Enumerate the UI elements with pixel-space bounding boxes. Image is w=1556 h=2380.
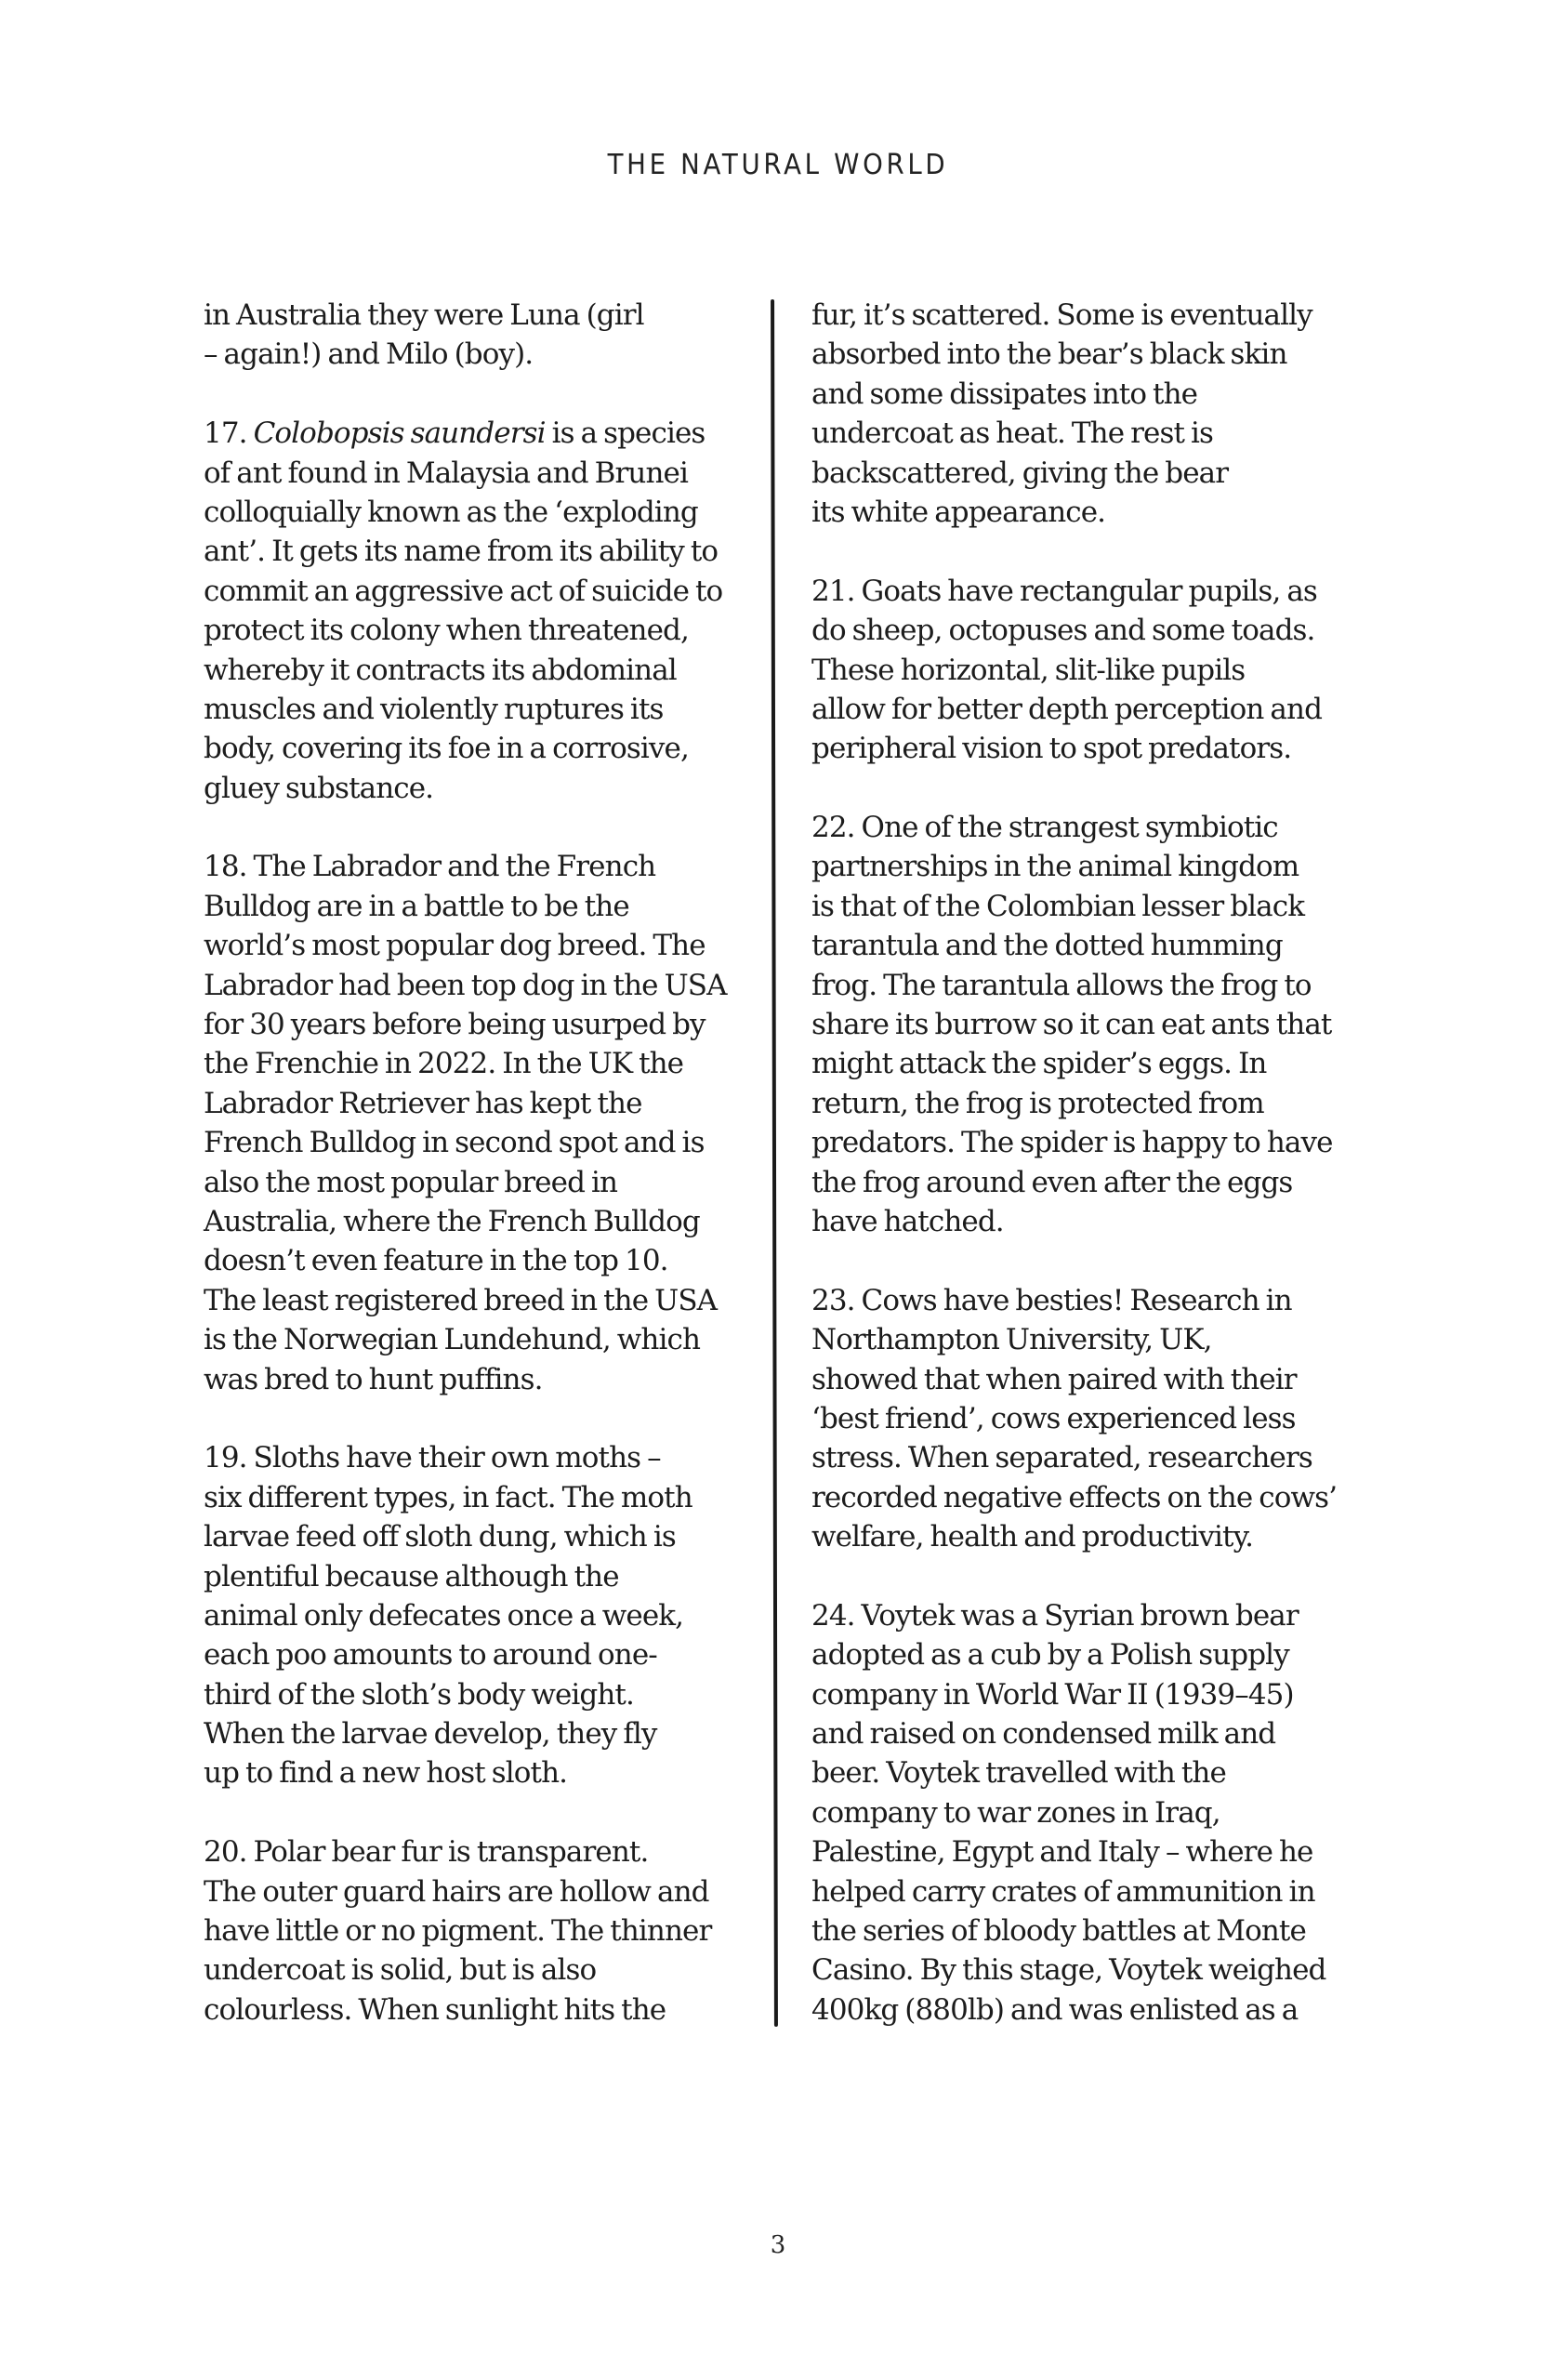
text-line: and raised on condensed milk and (811, 1717, 1276, 1752)
fact-20 (204, 1832, 761, 2030)
paragraph-continued-16 (204, 296, 761, 375)
text-line: world’s most popular dog breed. The (204, 929, 705, 963)
text-line: company to war zones in Iraq, (811, 1795, 1220, 1830)
text-line: 18. The Labrador and the French (204, 850, 656, 884)
text-line: helped carry crates of ammunition in (811, 1874, 1315, 1909)
text-line: company in World War II (1939–45) (811, 1677, 1294, 1712)
text-line: commit an aggressive act of suicide to (204, 574, 723, 608)
fact-24 (811, 1596, 1369, 2030)
text-line: Palestine, Egypt and Italy – where he (811, 1835, 1313, 1870)
text-line: whereby it contracts its abdominal (204, 653, 677, 687)
text-line: Northampton University, UK, (811, 1323, 1212, 1357)
text-line: larvae feed off sloth dung, which is (204, 1520, 676, 1554)
text-line: share its burrow so it can eat ants that (811, 1008, 1332, 1042)
text-line: undercoat as heat. The rest is (811, 416, 1214, 451)
text-line: have hatched. (811, 1204, 1004, 1238)
running-head-title: THE NATURAL WORLD (607, 149, 949, 181)
text-line: Labrador had been top dog in the USA (204, 968, 727, 1002)
fact-23 (811, 1281, 1369, 1557)
species-name: Colobopsis saundersi (253, 416, 546, 451)
text-line: beer. Voytek travelled with the (811, 1756, 1226, 1791)
text-line: 22. One of the strangest symbiotic (811, 811, 1278, 845)
text-line: six different types, in fact. The moth (204, 1480, 692, 1514)
page-number: 3 (770, 2231, 786, 2259)
text-line: for 30 years before being usurped by (204, 1008, 705, 1042)
text-line: stress. When separated, researchers (811, 1441, 1312, 1475)
text-line: These horizontal, slit-like pupils (811, 653, 1246, 687)
text-line: colourless. When sunlight hits the (204, 1992, 666, 2027)
fact-18 (204, 847, 761, 1398)
text-line: third of the sloth’s body weight. (204, 1677, 634, 1712)
text-line: doesn’t even feature in the top 10. (204, 1244, 668, 1278)
text-line: body, covering its foe in a corrosive, (204, 732, 689, 766)
left-column (204, 296, 761, 2030)
right-column (811, 296, 1369, 2030)
text-line: have little or no pigment. The thinner (204, 1914, 712, 1949)
text-line: Labrador Retriever has kept the (204, 1086, 642, 1120)
text-line: each poo amounts to around one- (204, 1638, 657, 1673)
text-line: in Australia they were Luna (girl (204, 298, 644, 332)
text-line: The outer guard hairs are hollow and (204, 1874, 709, 1909)
text-line: animal only defecates once a week, (204, 1598, 684, 1633)
text-line: undercoat is solid, but is also (204, 1953, 597, 1988)
text-line: showed that when paired with their (811, 1362, 1297, 1396)
text-line: the Frenchie in 2022. In the UK the (204, 1047, 684, 1081)
text-line: is the Norwegian Lundehund, which (204, 1323, 701, 1357)
text-line: ‘best friend’, cows experienced less (811, 1401, 1296, 1435)
text-line (204, 414, 761, 453)
text-line: welfare, health and productivity. (811, 1520, 1254, 1554)
text-line: plentiful because although the (204, 1559, 619, 1593)
text-line: fur, it’s scattered. Some is eventually (811, 298, 1312, 332)
text-line: is that of the Colombian lesser black (811, 889, 1305, 923)
text-line: predators. The spider is happy to have (811, 1126, 1333, 1160)
text-line: French Bulldog in second spot and is (204, 1126, 705, 1160)
text-line: its white appearance. (811, 495, 1106, 529)
text-line: 19. Sloths have their own moths – (204, 1441, 661, 1475)
text-line: the frog around even after the eggs (811, 1165, 1293, 1199)
text-line: When the larvae develop, they fly (204, 1717, 657, 1752)
text-line: backscattered, giving the bear (811, 456, 1229, 490)
text-line: up to find a new host sloth. (204, 1756, 568, 1791)
text-line: peripheral vision to spot predators. (811, 732, 1292, 766)
text-line: partnerships in the animal kingdom (811, 850, 1299, 884)
text-line: muscles and violently ruptures its (204, 692, 664, 726)
fact-22 (811, 808, 1369, 1241)
text-line: return, the frog is protected from (811, 1086, 1264, 1120)
text-line: Australia, where the French Bulldog (204, 1204, 700, 1238)
fact-19 (204, 1438, 761, 1793)
fact-17 (204, 414, 761, 808)
text-line: frog. The tarantula allows the frog to (811, 968, 1312, 1002)
fact-number: 17. (204, 416, 247, 451)
text-line: was bred to hunt puffins. (204, 1362, 543, 1396)
text-line: 20. Polar bear fur is transparent. (204, 1835, 649, 1870)
column-divider-rule (771, 299, 778, 2027)
text-line: 400kg (880lb) and was enlisted as a (811, 1992, 1299, 2027)
fact-20-continued (811, 296, 1369, 532)
text-line: allow for better depth perception and (811, 692, 1323, 726)
text-line: absorbed into the bear’s black skin (811, 337, 1287, 372)
text-line: gluey substance. (204, 771, 434, 805)
text-line: recorded negative effects on the cows’ (811, 1480, 1338, 1514)
text-line: adopted as a cub by a Polish supply (811, 1638, 1289, 1673)
text-line: ant’. It gets its name from its ability to (204, 535, 719, 569)
text-line: Bulldog are in a battle to be the (204, 889, 629, 923)
text-line: 23. Cows have besties! Research in (811, 1283, 1292, 1317)
text-line: tarantula and the dotted humming (811, 929, 1283, 963)
text-line: do sheep, octopuses and some toads. (811, 614, 1315, 648)
text-line: 21. Goats have rectangular pupils, as (811, 574, 1317, 608)
text-line: protect its colony when threatened, (204, 614, 689, 648)
text-line: The least registered breed in the USA (204, 1283, 718, 1317)
text-line: might attack the spider’s eggs. In (811, 1047, 1267, 1081)
text-line: 24. Voytek was a Syrian brown bear (811, 1598, 1299, 1633)
text-line: of ant found in Malaysia and Brunei (204, 456, 688, 490)
text-line: Casino. By this stage, Voytek weighed (811, 1953, 1326, 1988)
text-line: the series of bloody battles at Monte (811, 1914, 1306, 1949)
text-line: colloquially known as the ‘exploding (204, 495, 698, 529)
text-line: – again!) and Milo (boy). (204, 337, 534, 372)
fact-21 (811, 572, 1369, 769)
text-line: and some dissipates into the (811, 377, 1198, 411)
text-fragment: is a species (545, 416, 705, 451)
text-line: also the most popular breed in (204, 1165, 618, 1199)
